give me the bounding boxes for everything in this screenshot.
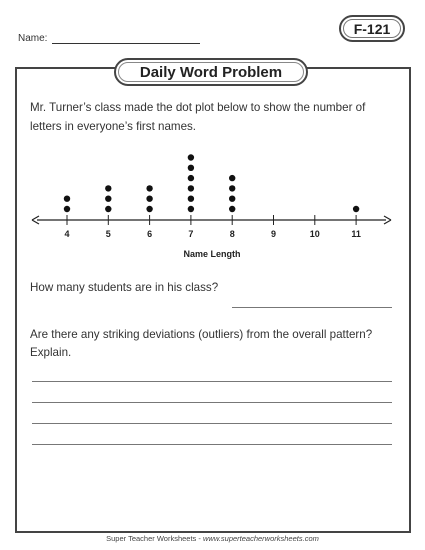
data-dot — [229, 196, 235, 202]
data-dot — [146, 185, 152, 191]
answer-line-1[interactable] — [232, 307, 392, 308]
data-dot — [353, 206, 359, 212]
data-dot — [105, 196, 111, 202]
x-axis-label: Name Length — [183, 249, 241, 259]
worksheet-frame — [15, 67, 411, 533]
dot-series — [64, 154, 360, 212]
title-banner — [114, 58, 308, 86]
data-dot — [188, 185, 194, 191]
answer-line-3[interactable] — [32, 402, 392, 403]
data-dot — [188, 206, 194, 212]
footer-brand: Super Teacher Worksheets — [106, 534, 197, 543]
worksheet-code: F-121 — [353, 20, 391, 37]
tick-label: 8 — [229, 229, 235, 239]
number-line — [32, 215, 391, 239]
data-dot — [188, 196, 194, 202]
name-label: Name: — [18, 33, 48, 44]
tick-label: 5 — [105, 229, 111, 239]
data-dot — [229, 185, 235, 191]
data-dot — [105, 206, 111, 212]
data-dot — [64, 196, 70, 202]
data-dot — [146, 206, 152, 212]
page-title: Daily Word Problem — [139, 63, 283, 81]
dot-plot — [30, 146, 395, 266]
tick-label: 4 — [64, 229, 70, 239]
tick-label: 6 — [147, 229, 153, 239]
data-dot — [188, 154, 194, 160]
answer-line-4[interactable] — [32, 423, 392, 424]
name-line[interactable] — [52, 43, 200, 44]
problem-prompt: Mr. Turner’s class made the dot plot below to show the number of letters in everyone’s first names. — [30, 101, 366, 133]
footer-separator: - — [196, 534, 203, 543]
answer-line-5[interactable] — [32, 444, 392, 445]
data-dot — [229, 175, 235, 181]
data-dot — [229, 206, 235, 212]
data-dot — [188, 165, 194, 171]
answer-line-2[interactable] — [32, 381, 392, 382]
tick-label: 9 — [270, 229, 277, 239]
footer — [0, 534, 425, 543]
data-dot — [188, 175, 194, 181]
data-dot — [64, 206, 70, 212]
tick-label: 7 — [188, 229, 194, 239]
worksheet-code-badge — [339, 15, 405, 42]
data-dot — [146, 196, 152, 202]
tick-label: 11 — [351, 229, 361, 239]
footer-url: www.superteacherworksheets.com — [202, 534, 319, 543]
data-dot — [105, 185, 111, 191]
question-1: How many students are in his class? — [30, 281, 219, 294]
question-2: Are there any striking deviations (outliers) from the overall pattern? Explain. — [30, 328, 373, 359]
tick-label: 10 — [309, 229, 320, 239]
